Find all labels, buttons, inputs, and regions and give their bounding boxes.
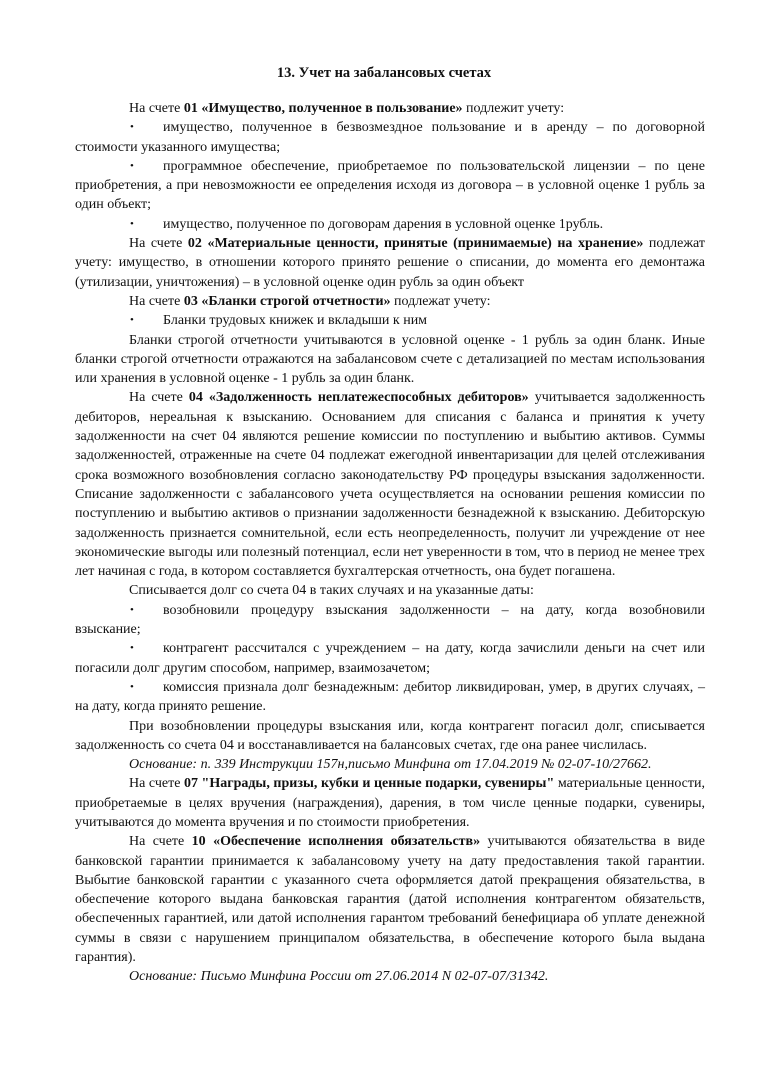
paragraph-account-04: На счете 04 «Задолженность неплатежеспособных дебиторов» учитывается задолженность дебиторов, нереальная к взысканию. Основанием для списания с баланса и принятия к учету задолженности на счет 04 являются решение комиссии по поступлению и выбытию активов. Суммы задолженностей, отраженные на счете 04 подлежат ежегодной инвентаризации для целей отслеживания срока возможного возобновления согласно законодательству РФ процедуры взыскания задолженности. Списание задолженности с забалансового учета осуществляется на основании решения комиссии по поступлению и выбытию активов о признании задолженности безнадежной к взысканию. Дебиторскую задолженность признается сомнительной, если есть неопределенность, получит ли учреждение от нее экономические выгоды или полезный потенциал, если нет уверенности в том, что в период не менее трех лет начиная с года, в котором составляется бухгалтерская отчетность, она будет погашена.: [75, 390, 705, 580]
account-02-name: 02 «Материальные ценности, принятые (принимаемые) на хранение»: [187, 236, 644, 252]
bullet-icon: •: [130, 680, 134, 693]
list-item: • комиссия признала долг безнадежным: дебитор ликвидирован, умер, в других случаях, – на дату, когда принято решение.: [75, 679, 705, 715]
bullet-icon: •: [130, 121, 134, 134]
basis-note-04: Основание: п. 339 Инструкции 157н,письмо Минфина от 17.04.2019 № 02-07-10/27662.: [129, 757, 652, 773]
bullet-icon: •: [130, 603, 134, 616]
list-item: • возобновили процедуру взыскания задолженности – на дату, когда возобновили взыскание;: [75, 602, 705, 638]
paragraph-account-10: На счете 10 «Обеспечение исполнения обязательств» учитываются обязательства в виде банковской гарантии принимается к забалансовому учету на дату предоставления такой гарантии. Выбытие банковской гарантии с указанного счета оформляется датой прекращения обязательства, в обеспечение которого выдана банковская гарантия (датой исполнения контрагентом обязательств, обеспеченных гарантией, или датой исполнения гарантом требований бенефициара об уплате денежной суммы в связи с нарушением принципалом обязательства, в обеспечение которого была выдана гарантия).: [75, 834, 705, 966]
bullet-icon: •: [130, 159, 134, 172]
account-01-name: 01 «Имущество, полученное в пользование»: [183, 101, 463, 116]
account-10-name: 10 «Обеспечение исполнения обязательств»: [191, 834, 481, 850]
list-item: • контрагент рассчитался с учреждением – на дату, когда зачислили деньги на счет или погасили долг другим способом, например, взаимозачетом;: [75, 641, 705, 676]
paragraph-account-03: На счете 03 «Бланки строгой отчетности» подлежат учету:: [129, 293, 491, 309]
bullet-icon: •: [130, 314, 134, 327]
page-title: 13. Учет на забалансовых счетах: [276, 65, 492, 81]
paragraph-account-01: На счете 01 «Имущество, полученное в пользование» подлежит учету:: [129, 101, 565, 116]
account-04-name: 04 «Задолженность неплатежеспособных дебиторов»: [188, 390, 529, 406]
bullet-icon: •: [130, 642, 134, 655]
paragraph-account-02: На счете 02 «Материальные ценности, принятые (принимаемые) на хранение» подлежат учету: имущество, в отношении которого принято решение о списании, до момента его демонтажа (утилизации, уничтожения) – в условной оценке один рубль за один объект: [75, 236, 705, 290]
list-item: • Бланки трудовых книжек и вкладыши к ним: [75, 311, 705, 330]
document-body: [75, 99, 705, 987]
paragraph-account-04-restore: При возобновлении процедуры взыскания или, когда контрагент погасил долг, списывается задолженность со счета 04 и восстанавливается на балансовых счетах, где она ранее числилась.: [75, 718, 705, 753]
account-07-name: 07 "Награды, призы, кубки и ценные подарки, сувениры": [183, 776, 555, 792]
paragraph-account-07: На счете 07 "Награды, призы, кубки и ценные подарки, сувениры" материальные ценности, приобретаемые в целях вручения (награждения), дарения, в том числе ценные подарки, сувениры, учитываются до момента вручения и по стоимости приобретения.: [75, 776, 705, 830]
list-item: • программное обеспечение, приобретаемое по пользовательской лицензии – по цене приобретения, а при невозможности ее определения исходя из договора – в условной оценке 1 рубль за один объект;: [75, 158, 705, 213]
account-03-name: 03 «Бланки строгой отчетности»: [183, 293, 391, 309]
paragraph-account-03-note: Бланки строгой отчетности учитываются в условной оценке - 1 рубль за один бланк. Иные бланки строгой отчетности отражаются на забалансовом счете с детализацией по местам использования или хранения в условной оценке - 1 рубль за один бланк.: [75, 332, 705, 387]
list-item: • имущество, полученное в безвозмездное пользование и в аренду – по договорной стоимости указанного имущества;: [75, 120, 705, 155]
list-item: • имущество, полученное по договорам дарения в условной оценке 1рубль.: [75, 215, 705, 234]
basis-note-10: Основание: Письмо Минфина России от 27.06.2014 N 02-07-07/31342.: [129, 969, 549, 985]
paragraph-account-04-intro: Списывается долг со счета 04 в таких случаях и на указанные даты:: [129, 583, 534, 599]
bullet-icon: •: [130, 217, 134, 230]
